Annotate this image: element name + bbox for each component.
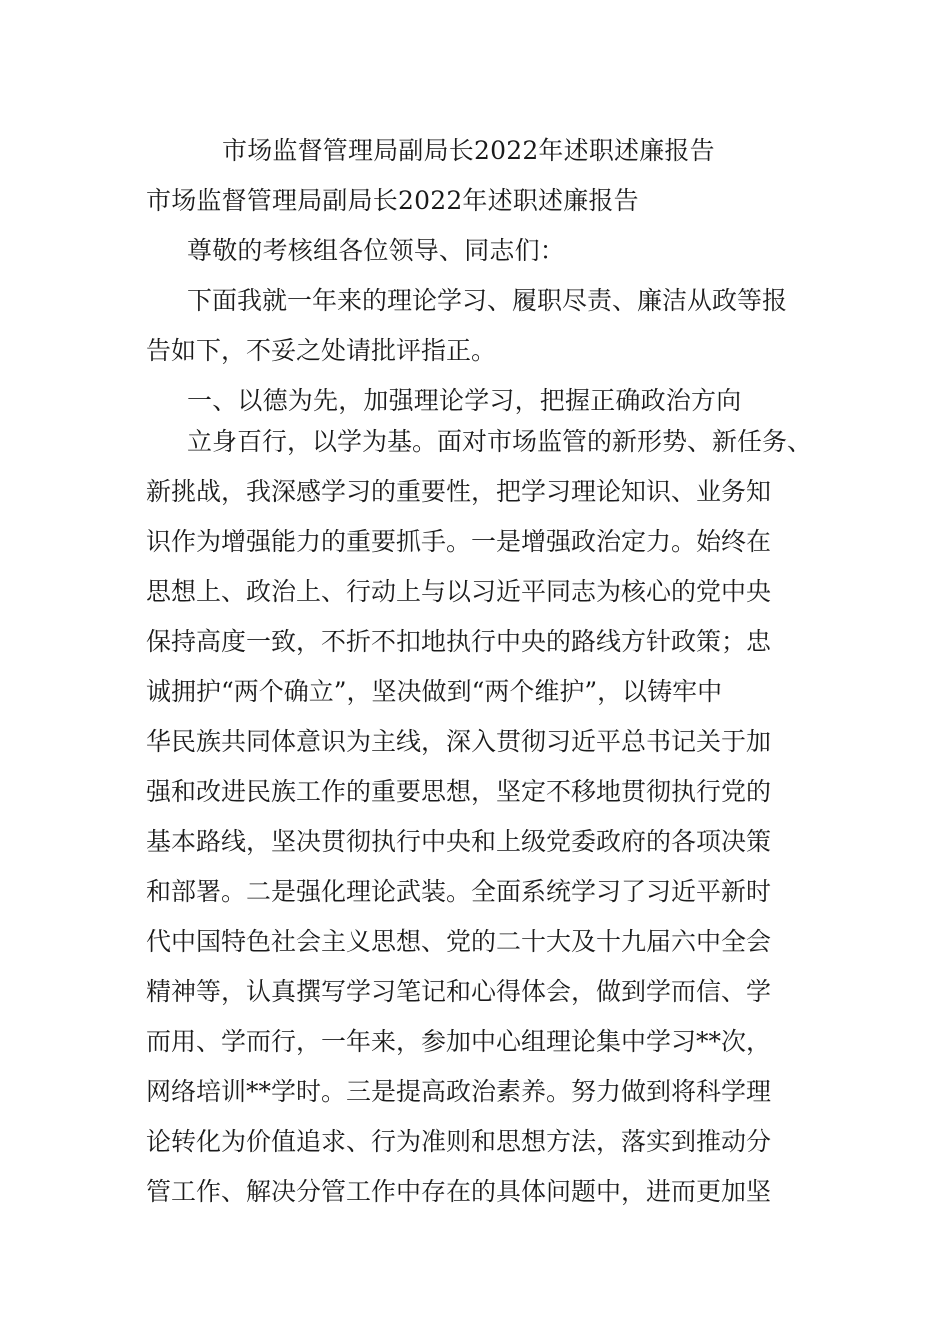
paragraph-line: 思想上、政治上、行动上与以习近平同志为核心的党中央 — [146, 577, 772, 606]
paragraph-line: 华民族共同体意识为主线，深入贯彻习近平总书记关于加 — [146, 727, 772, 756]
paragraph-line: 新挑战，我深感学习的重要性，把学习理论知识、业务知 — [146, 477, 772, 506]
paragraph-line: 保持高度一致，不折不扣地执行中央的路线方针政策；忠 — [146, 627, 772, 656]
paragraph-line: 而用、学而行，一年来，参加中心组理论集中学习**次， — [146, 1027, 772, 1056]
section-heading: 一、以德为先，加强理论学习，把握正确政治方向 — [187, 386, 742, 415]
document-title: 市场监督管理局副局长2022年述职述廉报告 — [222, 136, 715, 165]
paragraph-line: 告如下，不妥之处请批评指正。 — [146, 336, 497, 365]
paragraph-line: 管工作、解决分管工作中存在的具体问题中，进而更加坚 — [146, 1177, 772, 1206]
paragraph-line: 强和改进民族工作的重要思想，坚定不移地贯彻执行党的 — [146, 777, 772, 806]
paragraph-line: 诚拥护“两个确立”，坚决做到“两个维护”，以铸牢中 — [146, 677, 723, 706]
paragraph-line: 和部署。二是强化理论武装。全面系统学习了习近平新时 — [146, 877, 772, 906]
paragraph-line: 精神等，认真撰写学习笔记和心得体会，做到学而信、学 — [146, 977, 772, 1006]
section-body-paragraph — [146, 417, 812, 1217]
document-subtitle: 市场监督管理局副局长2022年述职述廉报告 — [146, 186, 639, 215]
paragraph-line: 基本路线，坚决贯彻执行中央和上级党委政府的各项决策 — [146, 827, 772, 856]
paragraph-line: 立身百行，以学为基。面对市场监管的新形势、新任务、 — [187, 427, 813, 456]
salutation: 尊敬的考核组各位领导、同志们： — [187, 236, 566, 265]
paragraph-line: 网络培训**学时。三是提高政治素养。努力做到将科学理 — [146, 1077, 772, 1106]
paragraph-line: 代中国特色社会主义思想、党的二十大及十九届六中全会 — [146, 927, 772, 956]
paragraph-line: 论转化为价值追求、行为准则和思想方法，落实到推动分 — [146, 1127, 772, 1156]
paragraph-line: 下面我就一年来的理论学习、履职尽责、廉洁从政等报 — [187, 286, 788, 315]
paragraph-line: 识作为增强能力的重要抓手。一是增强政治定力。始终在 — [146, 527, 772, 556]
intro-paragraph — [146, 276, 787, 376]
